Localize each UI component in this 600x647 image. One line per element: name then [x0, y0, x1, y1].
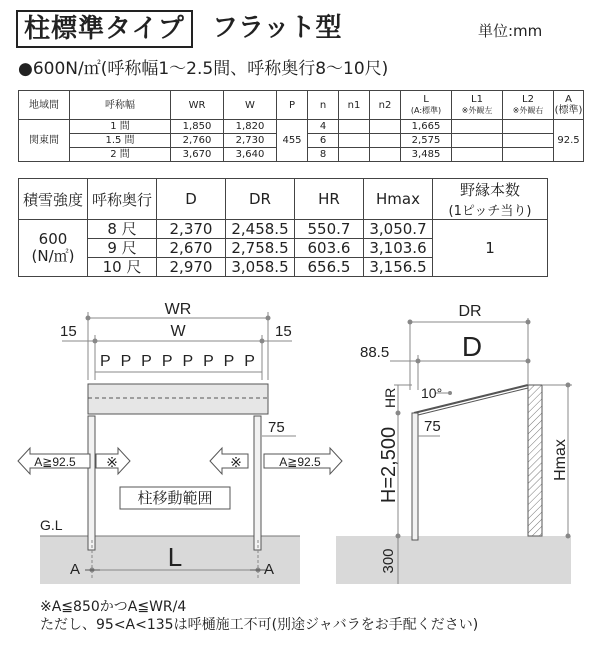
cell: 2,730: [224, 134, 277, 148]
side-column: [412, 413, 418, 540]
cell: 4: [308, 120, 339, 134]
label-a-right: A≧92.5: [279, 455, 321, 469]
label-885: 88.5: [360, 344, 390, 361]
cell: 10 尺: [88, 258, 157, 277]
p-label: P: [182, 353, 194, 370]
cell: 1,850: [171, 120, 224, 134]
label-d: D: [461, 331, 483, 362]
cell: 3,058.5: [226, 258, 295, 277]
p-label: P: [203, 353, 214, 370]
cell: 2,370: [157, 220, 226, 239]
label-300: 300: [380, 548, 397, 574]
label-hr: HR: [382, 387, 398, 408]
arrow-left-icon: [210, 448, 248, 474]
cell: 3,485: [401, 148, 452, 162]
label-75: 75: [268, 419, 285, 436]
label-a-bottom-left: A: [70, 561, 81, 578]
a-cell: 92.5: [554, 120, 584, 162]
label-a-left: A≧92.5: [34, 455, 76, 469]
col-width: 呼称幅: [70, 91, 171, 120]
col-n1: n1: [339, 91, 370, 120]
label-hmax: Hmax: [552, 439, 569, 481]
p-label: P: [99, 353, 111, 370]
region-cell: 関東間: [19, 120, 70, 162]
rafters-cell: 1: [433, 220, 548, 277]
title-boxed: 柱標準タイプ: [16, 10, 193, 48]
p-label: P: [223, 353, 235, 370]
left-column: [88, 416, 95, 550]
col-dr: DR: [226, 179, 295, 220]
cell: 550.7: [295, 220, 364, 239]
cell: 2,670: [157, 239, 226, 258]
col-w: W: [224, 91, 277, 120]
house-wall: [528, 385, 542, 536]
col-hr: HR: [295, 179, 364, 220]
note-line-1: ※A≦850かつA≦WR/4: [40, 599, 187, 615]
col-depth: 呼称奥行: [88, 179, 157, 220]
label-75-side: 75: [424, 418, 441, 435]
roof-panel: [88, 384, 268, 414]
col-strength: 積雪強度: [19, 179, 88, 220]
col-l1: L1 ※外観左: [452, 91, 503, 120]
cell: 8 尺: [88, 220, 157, 239]
label-wr: WR: [164, 301, 192, 318]
cell: 1 間: [70, 120, 171, 134]
unit-label: 単位:mm: [478, 22, 543, 40]
label-a-bottom-right: A: [264, 561, 275, 578]
cell: 3,050.7: [364, 220, 433, 239]
cell: 1,820: [224, 120, 277, 134]
label-move-range: 柱移動範囲: [137, 490, 213, 507]
label-dr: DR: [458, 303, 482, 320]
cell: 3,670: [171, 148, 224, 162]
subtitle: ●600N/㎡(呼称幅1〜2.5間、呼称奥行8〜10尺): [18, 59, 389, 79]
cell: 3,156.5: [364, 258, 433, 277]
cell: 6: [308, 134, 339, 148]
col-p: P: [277, 91, 308, 120]
col-l: L (A:標準): [401, 91, 452, 120]
col-n2: n2: [370, 91, 401, 120]
label-w: W: [170, 323, 186, 340]
cell: 603.6: [295, 239, 364, 258]
cell: 2,575: [401, 134, 452, 148]
cell: 2,760: [171, 134, 224, 148]
cell: 1.5 間: [70, 134, 171, 148]
p-label: P: [120, 353, 132, 370]
cell: 2,458.5: [226, 220, 295, 239]
right-column: [254, 416, 261, 550]
col-l2: L2 ※外観右: [503, 91, 554, 120]
p-label: P: [244, 353, 255, 370]
col-region: 地域間: [19, 91, 70, 120]
cell: 9 尺: [88, 239, 157, 258]
cell: 8: [308, 148, 339, 162]
cell: 2,970: [157, 258, 226, 277]
cell: 3,640: [224, 148, 277, 162]
p-label: P: [141, 353, 152, 370]
col-wr: WR: [171, 91, 224, 120]
mark-left: ※: [106, 454, 118, 470]
cell: 3,103.6: [364, 239, 433, 258]
p-labels: [100, 353, 255, 370]
col-d: D: [157, 179, 226, 220]
p-cell: 455: [277, 120, 308, 162]
col-hmax: Hmax: [364, 179, 433, 220]
col-n: n: [308, 91, 339, 120]
label-angle: 10°: [421, 385, 443, 401]
label-h: H=2,500: [378, 426, 400, 504]
ground: [336, 536, 571, 584]
strength-cell: 600 (N/㎡): [19, 220, 88, 277]
mark-right: ※: [230, 454, 242, 470]
cell: 656.5: [295, 258, 364, 277]
label-15-right: 15: [275, 323, 292, 340]
title-type: フラット型: [212, 13, 342, 43]
p-label: P: [161, 353, 173, 370]
label-gl: G.L: [40, 517, 63, 533]
note-line-2: ただし、95<A<135は呼樋施工不可(別途ジャバラをお手配ください): [40, 617, 479, 633]
col-rafters: 野縁本数 (1ピッチ当り): [433, 179, 548, 220]
label-15-left: 15: [60, 323, 77, 340]
label-l: L: [167, 542, 183, 572]
col-a: A (標準): [554, 91, 584, 120]
cell: 1,665: [401, 120, 452, 134]
cell: 2,758.5: [226, 239, 295, 258]
cell: 2 間: [70, 148, 171, 162]
